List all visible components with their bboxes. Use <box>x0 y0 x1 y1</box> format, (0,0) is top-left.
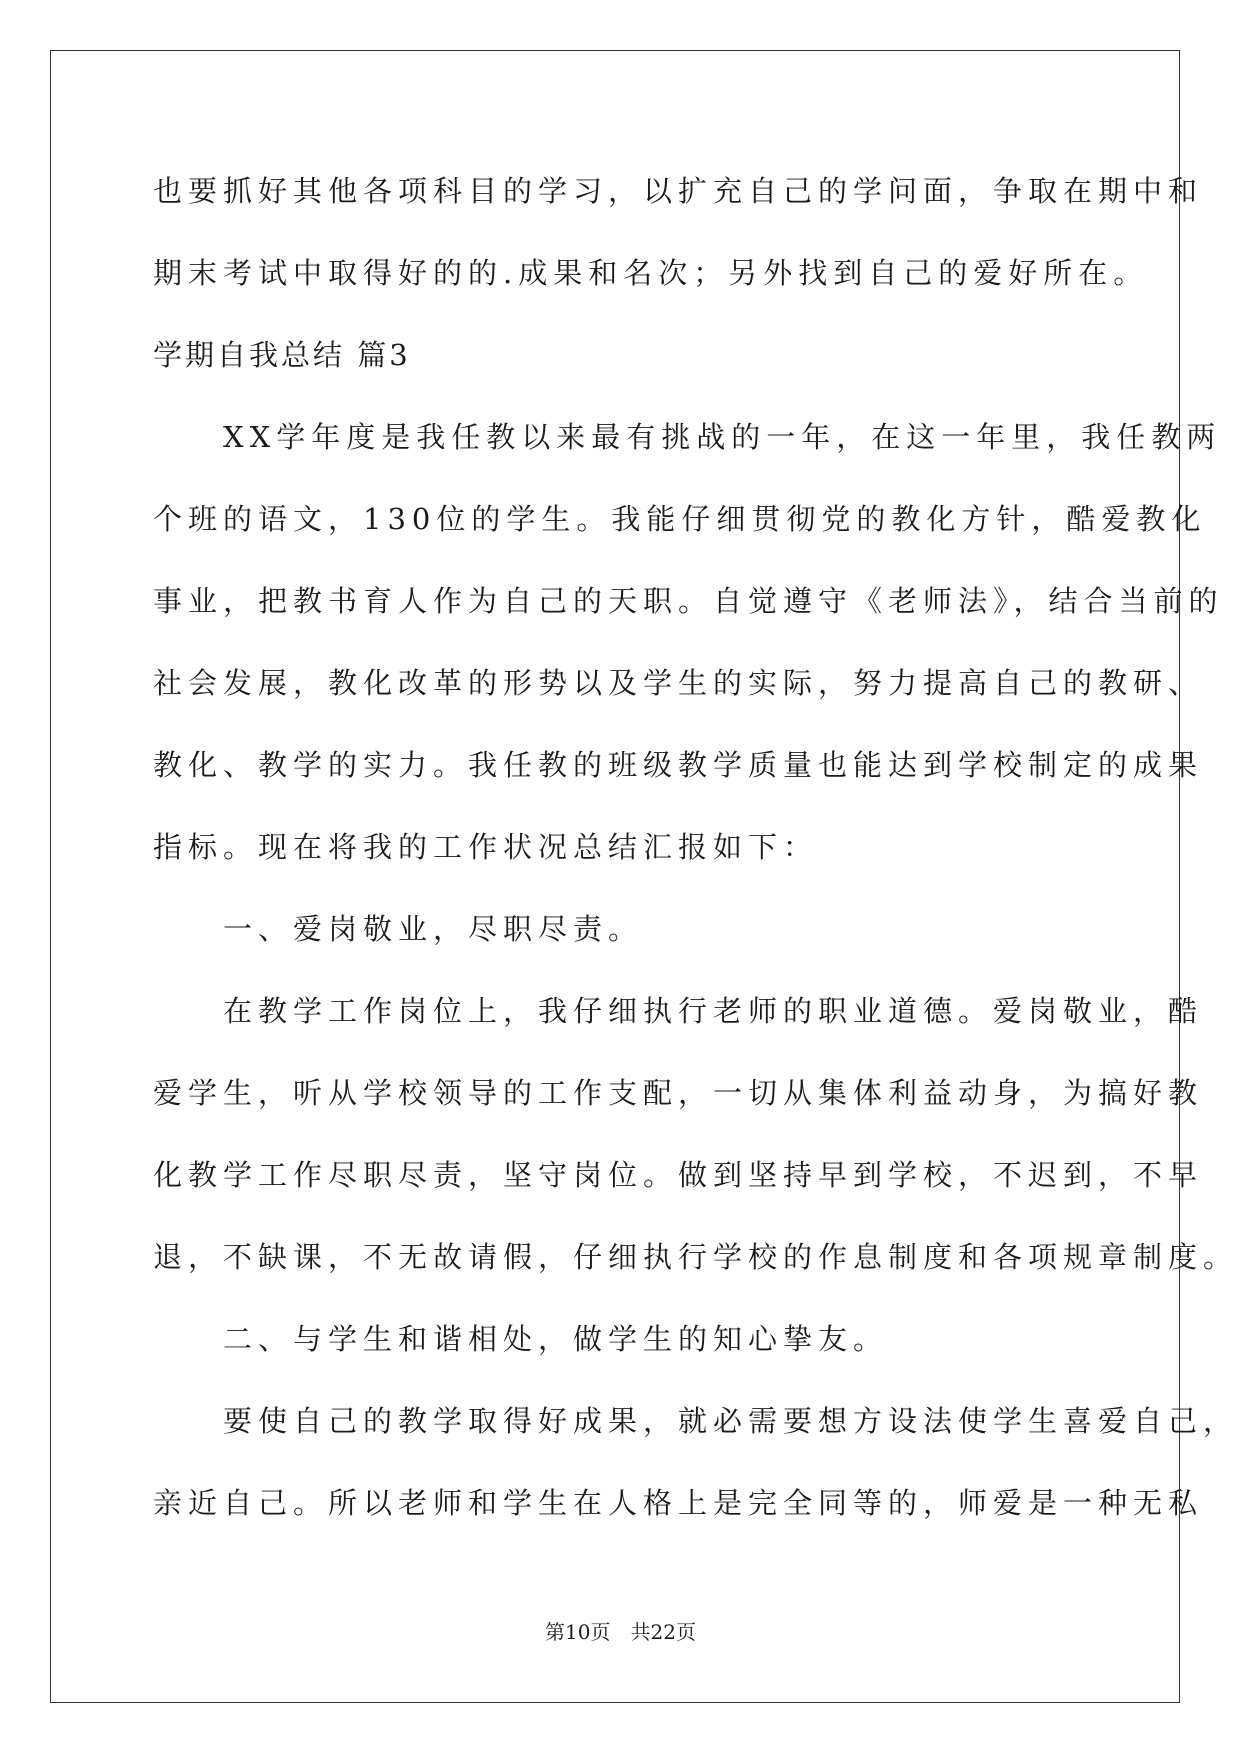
section-heading: 学期自我总结 篇3 <box>153 338 411 372</box>
text-line: 期末考试中取得好的的.成果和名次；另外找到自己的爱好所在。 <box>153 256 1149 290</box>
subheading: 二、与学生和谐相处，做学生的知心挚友。 <box>153 1322 889 1356</box>
text-line: 也要抓好其他各项科目的学习，以扩充自己的学问面，争取在期中和 <box>153 174 1204 208</box>
text-line: 社会发展，教化改革的形势以及学生的实际，努力提高自己的教研、 <box>153 666 1204 700</box>
text-line: 亲近自己。所以老师和学生在人格上是完全同等的，师爱是一种无私 <box>153 1486 1204 1520</box>
text-line: 指标。现在将我的工作状况总结汇报如下： <box>153 830 819 864</box>
text-line: 化教学工作尽职尽责，坚守岗位。做到坚持早到学校，不迟到，不早 <box>153 1158 1204 1192</box>
text-line: 教化、教学的实力。我任教的班级教学质量也能达到学校制定的成果 <box>153 748 1204 782</box>
page-footer <box>0 1616 1241 1645</box>
subheading: 一、爱岗敬业，尽职尽责。 <box>153 912 644 946</box>
text-line: 事业，把教书育人作为自己的天职。自觉遵守《老师法》，结合当前的 <box>153 584 1224 618</box>
page-number-label: 第10页 共22页 <box>545 1620 696 1644</box>
text-line: 个班的语文，130位的学生。我能仔细贯彻党的教化方针，酷爱教化 <box>153 502 1207 536</box>
text-line: 要使自己的教学取得好成果，就必需要想方设法使学生喜爱自己， <box>153 1404 1239 1438</box>
text-line: 退，不缺课，不无故请假，仔细执行学校的作息制度和各项规章制度。 <box>153 1240 1239 1274</box>
text-line: XX学年度是我任教以来最有挑战的一年，在这一年里，我任教两 <box>153 420 1222 454</box>
text-line: 爱学生，听从学校领导的工作支配，一切从集体利益动身，为搞好教 <box>153 1076 1204 1110</box>
document-body <box>153 162 1239 1556</box>
text-line: 在教学工作岗位上，我仔细执行老师的职业道德。爱岗敬业，酷 <box>153 994 1204 1028</box>
